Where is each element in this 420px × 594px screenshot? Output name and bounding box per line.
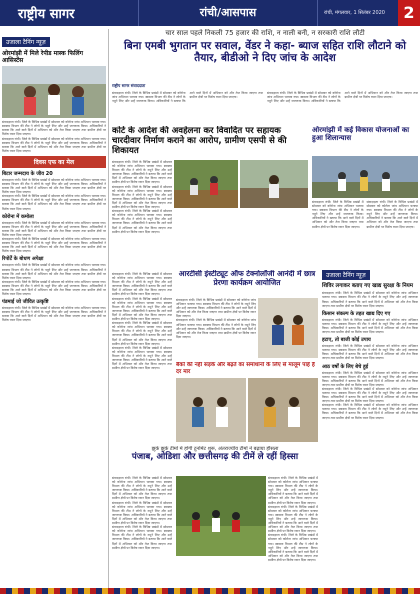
story-2-photo bbox=[174, 160, 238, 208]
right-sub-2: हटाए, तो बाजी कोई उपाय bbox=[322, 337, 371, 344]
story-4 bbox=[176, 270, 318, 296]
right-sub-3: आठ वर्षों के लिए बेचे हुई bbox=[322, 363, 369, 370]
story-6-kicker: झुके झुके टीमों में होंगी टूर्नामेंट शुरू, अंतराज्यीय टीमों ने बढ़ाया हौसला bbox=[151, 446, 279, 452]
story-6 bbox=[112, 446, 318, 474]
story-6-body-2 bbox=[268, 476, 318, 586]
right-headline: शिविर लगाकर बताए गए खाद्य सुरक्षा के नियम bbox=[322, 283, 413, 289]
issue-date: रांची, मंगलवार, 1 सितंबर 2020 bbox=[324, 9, 385, 16]
section-title: रांची/आसपास bbox=[138, 0, 318, 26]
section-heading-1: बिटार जन्मदाय के जीव 20 bbox=[2, 170, 53, 177]
lead-body bbox=[112, 83, 418, 123]
section-text-3: संवाददाता रांची। जिले के विभिन्न प्रखंडों में सोमवार को कोरोना जांच अभियान चलाया गया। स्वास्थ्य विभाग की टीम ने लोगों के नमूने लिए और उन्हें जागरूक किया। अधिकारियों ने बताया कि आने वाले दिनों में अभियान को और तेज किया जाएगा तथा ग्रामीण क्षेत्रों पर विशेष ध्यान दिया जाएगा। bbox=[2, 263, 106, 280]
story-2-headline: कोर्ट के आदेश की अवहेलना कर विवादित पर सहायक चारदीवार निर्माण कराने का आरोप, ग्रामीण एसपी से की शिकायत bbox=[112, 126, 287, 157]
masthead bbox=[0, 0, 420, 26]
section-text-3b: संवाददाता रांची। जिले के विभिन्न प्रखंडों में सोमवार को कोरोना जांच अभियान चलाया गया। स्वास्थ्य विभाग की टीम ने लोगों के नमूने लिए और उन्हें जागरूक किया। अधिकारियों ने बताया कि आने वाले दिनों में अभियान को और तेज किया जाएगा तथा ग्रामीण क्षेत्रों पर विशेष ध्यान दिया जाएगा। bbox=[2, 279, 106, 297]
story-6-text: संवाददाता रांची। जिले के विभिन्न प्रखंडों में सोमवार को कोरोना जांच अभियान चलाया गया। स्वास्थ्य विभाग की टीम ने लोगों के नमूने लिए और उन्हें जागरूक किया। अधिकारियों ने बताया कि आने वाले दिनों में अभियान को और तेज किया जाएगा तथा ग्रामीण क्षेत्रों पर विशेष ध्यान दिया जाएगा। bbox=[112, 476, 172, 501]
left-story-text: संवाददाता रांची। जिले के विभिन्न प्रखंडों में सोमवार को कोरोना जांच अभियान चलाया गया। स्वास्थ्य विभाग की टीम ने लोगों के नमूने लिए और उन्हें जागरूक किया। अधिकारियों ने बताया कि आने वाले दिनों में अभियान को और तेज किया जाएगा तथा ग्रामीण क्षेत्रों पर विशेष ध्यान दिया जाएगा। bbox=[2, 120, 106, 137]
lead-story bbox=[112, 29, 418, 81]
lead-kicker: चार साल पहले निकली 75 हजार की राशि, न नाली बनी, न सरकारी राशि लौटी bbox=[165, 29, 365, 37]
section-heading-3: रिपोर्टें के बोधण अपेक्षा bbox=[2, 256, 44, 263]
story-3-text-2: संवाददाता रांची। जिले के विभिन्न प्रखंडों में सोमवार को कोरोना जांच अभियान चलाया गया। स्वास्थ्य विभाग की टीम ने लोगों के नमूने लिए और उन्हें जागरूक किया। अधिकारियों ने बताया कि आने वाले दिनों में अभियान को और तेज किया जाएगा तथा ग्रामीण क्षेत्रों पर विशेष ध्यान दिया जाएगा। bbox=[366, 200, 418, 229]
section-text-1b: संवाददाता रांची। जिले के विभिन्न प्रखंडों में सोमवार को कोरोना जांच अभियान चलाया गया। स्वास्थ्य विभाग की टीम ने लोगों के नमूने लिए और उन्हें जागरूक किया। अधिकारियों ने बताया कि आने वाले दिनों में अभियान को और तेज किया जाएगा तथा ग्रामीण क्षेत्रों पर विशेष ध्यान दिया जाएगा। bbox=[2, 194, 106, 211]
story-6-text-2: संवाददाता रांची। जिले के विभिन्न प्रखंडों में सोमवार को कोरोना जांच अभियान चलाया गया। स्वास्थ्य विभाग की टीम ने लोगों के नमूने लिए और उन्हें जागरूक किया। अधिकारियों ने बताया कि आने वाले दिनों में अभियान को और तेज किया जाएगा तथा ग्रामीण क्षेत्रों पर विशेष ध्यान दिया जाएगा। bbox=[112, 500, 172, 526]
story-4-side-text bbox=[112, 272, 172, 442]
story-2-text-2: संवाददाता रांची। जिले के विभिन्न प्रखंडों में सोमवार को कोरोना जांच अभियान चलाया गया। स्वास्थ्य विभाग की टीम ने लोगों के नमूने लिए और उन्हें जागरूक किया। अधिकारियों ने बताया कि आने वाले दिनों में अभियान को और तेज किया जाएगा तथा ग्रामीण क्षेत्रों पर विशेष ध्यान दिया जाएगा। bbox=[112, 184, 172, 210]
bottom-bar bbox=[0, 588, 420, 594]
story-4-side-text-4: संवाददाता रांची। जिले के विभिन्न प्रखंडों में सोमवार को कोरोना जांच अभियान चलाया गया। स्वास्थ्य विभाग की टीम ने लोगों के नमूने लिए और उन्हें जागरूक किया। अधिकारियों ने बताया कि आने वाले दिनों में अभियान को और तेज किया जाएगा तथा ग्रामीण क्षेत्रों पर विशेष ध्यान दिया जाएगा। bbox=[112, 345, 172, 371]
story-5-photos bbox=[176, 378, 318, 442]
story-4-side-text-1: संवाददाता रांची। जिले के विभिन्न प्रखंडों में सोमवार को कोरोना जांच अभियान चलाया गया। स्वास्थ्य विभाग की टीम ने लोगों के नमूने लिए और उन्हें जागरूक किया। अधिकारियों ने बताया कि आने वाले दिनों में अभियान को और तेज किया जाएगा तथा ग्रामीण क्षेत्रों पर विशेष ध्यान दिया जाएगा। bbox=[112, 272, 172, 297]
section-text-1: संवाददाता रांची। जिले के विभिन्न प्रखंडों में सोमवार को कोरोना जांच अभियान चलाया गया। स्वास्थ्य विभाग की टीम ने लोगों के नमूने लिए और उन्हें जागरूक किया। अधिकारियों ने बताया कि आने वाले दिनों में अभियान को और तेज किया जाएगा तथा ग्रामीण क्षेत्रों पर विशेष ध्यान दिया जाएगा। bbox=[2, 177, 106, 195]
story-3-photo bbox=[312, 156, 418, 198]
right-text-5: संवाददाता रांची। जिले के विभिन्न प्रखंडों में सोमवार को कोरोना जांच अभियान चलाया गया। स्वास्थ्य विभाग की टीम ने लोगों के नमूने लिए और उन्हें जागरूक किया। अधिकारियों ने बताया कि आने वाले दिनों में अभियान को और तेज किया जाएगा तथा ग्रामीण क्षेत्रों पर विशेष ध्यान दिया जाएगा। bbox=[322, 386, 418, 404]
lead-headline: बिना एमबी भुगतान पर सवाल, वेंडर ने कहा- ब्याज सहित राशि लौटाने को तैयार, बीडीओ ने दिए जांच के आदेश bbox=[124, 40, 406, 65]
lead-text-2: संवाददाता रांची। जिले के विभिन्न प्रखंडों में सोमवार को कोरोना जांच अभियान चलाया गया। स्वास्थ्य विभाग की टीम ने लोगों के नमूने लिए और उन्हें जागरूक किया। अधिकारियों ने बताया कि आने वाले दिनों में अभियान को और तेज किया जाएगा तथा ग्रामीण क्षेत्रों पर विशेष ध्यान दिया जाएगा। bbox=[267, 91, 418, 104]
left-story-text-2: संवाददाता रांची। जिले के विभिन्न प्रखंडों में सोमवार को कोरोना जांच अभियान चलाया गया। स्वास्थ्य विभाग की टीम ने लोगों के नमूने लिए और उन्हें जागरूक किया। अधिकारियों ने बताया कि आने वाले दिनों में अभियान को और तेज किया जाएगा तथा ग्रामीण क्षेत्रों पर विशेष ध्यान दिया जाएगा। bbox=[2, 136, 106, 153]
right-text-2: संवाददाता रांची। जिले के विभिन्न प्रखंडों में सोमवार को कोरोना जांच अभियान चलाया गया। स्वास्थ्य विभाग की टीम ने लोगों के नमूने लिए और उन्हें जागरूक किया। अधिकारियों ने बताया कि आने वाले दिनों में अभियान को और तेज किया जाएगा तथा ग्रामीण क्षेत्रों पर विशेष ध्यान दिया जाएगा। bbox=[322, 317, 418, 335]
story-3 bbox=[312, 126, 418, 154]
right-column bbox=[322, 262, 418, 592]
story-2 bbox=[112, 126, 308, 158]
box-title: दिवस एफ का मेल bbox=[2, 156, 106, 168]
story-4-side-text-3: संवाददाता रांची। जिले के विभिन्न प्रखंडों में सोमवार को कोरोना जांच अभियान चलाया गया। स्वास्थ्य विभाग की टीम ने लोगों के नमूने लिए और उन्हें जागरूक किया। अधिकारियों ने बताया कि आने वाले दिनों में अभियान को और तेज किया जाएगा तथा ग्रामीण क्षेत्रों पर विशेष ध्यान दिया जाएगा। bbox=[112, 321, 172, 346]
left-headline: ओरमांझी में मिले रेपीड मास्क फिलिंग आसिस्टेंस bbox=[2, 50, 83, 65]
section-text-4: संवाददाता रांची। जिले के विभिन्न प्रखंडों में सोमवार को कोरोना जांच अभियान चलाया गया। स्वास्थ्य विभाग की टीम ने लोगों के नमूने लिए और उन्हें जागरूक किया। अधिकारियों ने बताया कि आने वाले दिनों में अभियान को और तेज किया जाएगा तथा ग्रामीण क्षेत्रों पर विशेष ध्यान दिया जाएगा। bbox=[2, 306, 106, 323]
story-6-text-3: संवाददाता रांची। जिले के विभिन्न प्रखंडों में सोमवार को कोरोना जांच अभियान चलाया गया। स्वास्थ्य विभाग की टीम ने लोगों के नमूने लिए और उन्हें जागरूक किया। अधिकारियों ने बताया कि आने वाले दिनों में अभियान को और तेज किया जाएगा तथा ग्रामीण क्षेत्रों पर विशेष ध्यान दिया जाएगा। bbox=[112, 525, 172, 550]
story-6-photo bbox=[176, 476, 266, 556]
story-2-photo-2 bbox=[240, 160, 308, 208]
page-number: 2 bbox=[398, 0, 420, 26]
left-photo bbox=[2, 66, 106, 118]
story-4-photo bbox=[258, 298, 318, 358]
section-heading-4: पंडमाई जो जीवित उत्कृष्टि bbox=[2, 299, 49, 306]
story-4-text: संवाददाता रांची। जिले के विभिन्न प्रखंडों में सोमवार को कोरोना जांच अभियान चलाया गया। स्वास्थ्य विभाग की टीम ने लोगों के नमूने लिए और उन्हें जागरूक किया। अधिकारियों ने बताया कि आने वाले दिनों में अभियान को और तेज किया जाएगा तथा ग्रामीण क्षेत्रों पर विशेष ध्यान दिया जाएगा। bbox=[176, 298, 256, 319]
right-text-4: संवाददाता रांची। जिले के विभिन्न प्रखंडों में सोमवार को कोरोना जांच अभियान चलाया गया। स्वास्थ्य विभाग की टीम ने लोगों के नमूने लिए और उन्हें जागरूक किया। अधिकारियों ने बताया कि आने वाले दिनों में अभियान को और तेज किया जाएगा तथा ग्रामीण क्षेत्रों पर विशेष ध्यान दिया जाएगा। bbox=[322, 370, 418, 387]
lead-text: संवाददाता रांची। जिले के विभिन्न प्रखंडों में सोमवार को कोरोना जांच अभियान चलाया गया। स्वास्थ्य विभाग की टीम ने लोगों के नमूने लिए और उन्हें जागरूक किया। अधिकारियों ने बताया कि आने वाले दिनों में अभियान को और तेज किया जाएगा तथा ग्रामीण क्षेत्रों पर विशेष ध्यान दिया जाएगा। bbox=[112, 91, 263, 104]
story-3-headline: ओरमांझी में कई विकास योजनाओं का हुआ शिलान्यास bbox=[312, 126, 410, 143]
story-2-text: संवाददाता रांची। जिले के विभिन्न प्रखंडों में सोमवार को कोरोना जांच अभियान चलाया गया। स्वास्थ्य विभाग की टीम ने लोगों के नमूने लिए और उन्हें जागरूक किया। अधिकारियों ने बताया कि आने वाले दिनों में अभियान को और तेज किया जाएगा तथा ग्रामीण क्षेत्रों पर विशेष ध्यान दिया जाएगा। bbox=[112, 160, 172, 185]
right-text-6: संवाददाता रांची। जिले के विभिन्न प्रखंडों में सोमवार को कोरोना जांच अभियान चलाया गया। स्वास्थ्य विभाग की टीम ने लोगों के नमूने लिए और उन्हें जागरूक किया। अधिकारियों ने बताया कि आने वाले दिनों में अभियान को और तेज किया जाएगा तथा ग्रामीण क्षेत्रों पर विशेष ध्यान दिया जाएगा। bbox=[322, 403, 418, 420]
story-5-headline: बैंकों की नहीं सड़कें और बढ़ते का समाधानों के लिए से मालूम पाहे है दर मार bbox=[176, 362, 315, 375]
story-6-text-4: संवाददाता रांची। जिले के विभिन्न प्रखंडों में सोमवार को कोरोना जांच अभियान चलाया गया। स्वास्थ्य विभाग की टीम ने लोगों के नमूने लिए और उन्हें जागरूक किया। अधिकारियों ने बताया कि आने वाले दिनों में अभियान को और तेज किया जाएगा तथा ग्रामीण क्षेत्रों पर विशेष ध्यान दिया जाएगा। bbox=[268, 476, 318, 505]
left-column bbox=[2, 29, 106, 591]
section-text-2b: संवाददाता रांची। जिले के विभिन्न प्रखंडों में सोमवार को कोरोना जांच अभियान चलाया गया। स्वास्थ्य विभाग की टीम ने लोगों के नमूने लिए और उन्हें जागरूक किया। अधिकारियों ने बताया कि आने वाले दिनों में अभियान को और तेज किया जाएगा तथा ग्रामीण क्षेत्रों पर विशेष ध्यान दिया जाएगा। bbox=[2, 237, 106, 254]
story-6-text-6: संवाददाता रांची। जिले के विभिन्न प्रखंडों में सोमवार को कोरोना जांच अभियान चलाया गया। स्वास्थ्य विभाग की टीम ने लोगों के नमूने लिए और उन्हें जागरूक किया। अधिकारियों ने बताया कि आने वाले दिनों में अभियान को और तेज किया जाएगा तथा ग्रामीण क्षेत्रों पर विशेष ध्यान दिया जाएगा। bbox=[268, 533, 318, 562]
newspaper-name: राष्ट्रीय सागर bbox=[18, 7, 75, 22]
right-sub-1: किसान संकल्प के तहत खाद्य दिए गए bbox=[322, 310, 391, 317]
column-tag: उजाला टैनिंग न्यूज़ bbox=[2, 37, 50, 47]
right-text: संवाददाता रांची। जिले के विभिन्न प्रखंडों में सोमवार को कोरोना जांच अभियान चलाया गया। स्वास्थ्य विभाग की टीम ने लोगों के नमूने लिए और उन्हें जागरूक किया। अधिकारियों ने बताया कि आने वाले दिनों में अभियान को और तेज किया जाएगा तथा ग्रामीण क्षेत्रों पर विशेष ध्यान दिया जाएगा। bbox=[322, 291, 418, 308]
story-4-body bbox=[176, 298, 256, 358]
story-2-body bbox=[112, 160, 172, 270]
right-column-tag: उजाला टैनिंग न्यूज़ bbox=[322, 270, 370, 280]
story-6-headline: पंजाब, ओडिशा और छत्तीसगढ़ की टीमें ले रहीं हिस्सा bbox=[131, 452, 299, 462]
story-6-text-5: संवाददाता रांची। जिले के विभिन्न प्रखंडों में सोमवार को कोरोना जांच अभियान चलाया गया। स्वास्थ्य विभाग की टीम ने लोगों के नमूने लिए और उन्हें जागरूक किया। अधिकारियों ने बताया कि आने वाले दिनों में अभियान को और तेज किया जाएगा तथा ग्रामीण क्षेत्रों पर विशेष ध्यान दिया जाएगा। bbox=[268, 504, 318, 534]
story-6-body bbox=[112, 476, 172, 586]
story-4-side-text-2: संवाददाता रांची। जिले के विभिन्न प्रखंडों में सोमवार को कोरोना जांच अभियान चलाया गया। स्वास्थ्य विभाग की टीम ने लोगों के नमूने लिए और उन्हें जागरूक किया। अधिकारियों ने बताया कि आने वाले दिनों में अभियान को और तेज किया जाएगा तथा ग्रामीण क्षेत्रों पर विशेष ध्यान दिया जाएगा। bbox=[112, 296, 172, 322]
story-3-body bbox=[312, 200, 418, 260]
story-2-text-3: संवाददाता रांची। जिले के विभिन्न प्रखंडों में सोमवार को कोरोना जांच अभियान चलाया गया। स्वास्थ्य विभाग की टीम ने लोगों के नमूने लिए और उन्हें जागरूक किया। अधिकारियों ने बताया कि आने वाले दिनों में अभियान को और तेज किया जाएगा तथा ग्रामीण क्षेत्रों पर विशेष ध्यान दिया जाएगा। bbox=[112, 209, 172, 234]
story-5 bbox=[176, 362, 318, 376]
section-heading-2: कोरोना में कमोला bbox=[2, 213, 34, 220]
story-3-text: संवाददाता रांची। जिले के विभिन्न प्रखंडों में सोमवार को कोरोना जांच अभियान चलाया गया। स्वास्थ्य विभाग की टीम ने लोगों के नमूने लिए और उन्हें जागरूक किया। अधिकारियों ने बताया कि आने वाले दिनों में अभियान को और तेज किया जाएगा तथा ग्रामीण क्षेत्रों पर विशेष ध्यान दिया जाएगा। bbox=[312, 200, 364, 229]
right-text-3: संवाददाता रांची। जिले के विभिन्न प्रखंडों में सोमवार को कोरोना जांच अभियान चलाया गया। स्वास्थ्य विभाग की टीम ने लोगों के नमूने लिए और उन्हें जागरूक किया। अधिकारियों ने बताया कि आने वाले दिनों में अभियान को और तेज किया जाएगा तथा ग्रामीण क्षेत्रों पर विशेष ध्यान दिया जाएगा। bbox=[322, 344, 418, 361]
story-4-text-2: संवाददाता रांची। जिले के विभिन्न प्रखंडों में सोमवार को कोरोना जांच अभियान चलाया गया। स्वास्थ्य विभाग की टीम ने लोगों के नमूने लिए और उन्हें जागरूक किया। अधिकारियों ने बताया कि आने वाले दिनों में अभियान को और तेज किया जाएगा तथा ग्रामीण क्षेत्रों पर विशेष ध्यान दिया जाएगा। bbox=[176, 318, 256, 339]
story-4-headline: आरटीसी इंस्टीट्यूट ऑफ टेक्नोलॉजी आनंदी में छात्र प्रेरणा कार्यक्रम आयोजित bbox=[178, 270, 316, 287]
lead-byline: राष्ट्रीय सागर संवाददाता bbox=[112, 83, 146, 88]
section-text-2: संवाददाता रांची। जिले के विभिन्न प्रखंडों में सोमवार को कोरोना जांच अभियान चलाया गया। स्वास्थ्य विभाग की टीम ने लोगों के नमूने लिए और उन्हें जागरूक किया। अधिकारियों ने बताया कि आने वाले दिनों में अभियान को और तेज किया जाएगा तथा ग्रामीण क्षेत्रों पर विशेष ध्यान दिया जाएगा। bbox=[2, 220, 106, 237]
